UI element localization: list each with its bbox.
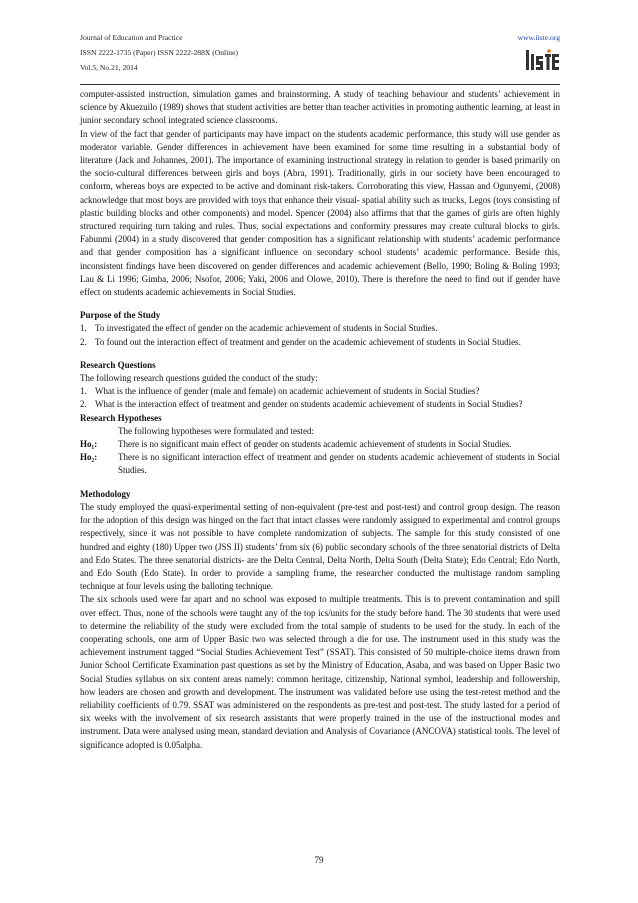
intro-paragraph-2: In view of the fact that gender of participants may have impact on the students academic performance, this study will use gender as moderator variable. Gender differences in achievement have been examined for some time resulting in a substantial body of literature (Jack and Johannes, 2001). The importance of examining instructional strategy in relation to gender is based primarily on the socio-cultural differences between girls and boys (Abra, 1991). Traditionally, girls in our society have been encouraged to conform, whereas boys are expected to be active and dominant risk-takers. Corroborating this view, Hassan and Ogunyemi, (2008) acknowledge that most boys are provided with toys that enhance their visual- spatial ability such as trucks, Legos (toys consisting of plastic building blocks and other components) and model. Spencer (2004) also affirms that that the games of girls are often highly structured requiring turn taking and rules. Thus, social expectations and conformity pressures may create cultural blocks to girls. Fabunmi (2004) in a study discovered that gender composition has a significant relationship with students’ academic performance and that gender composition has a significant influence on secondary school students’ academic performance. Beside this, inconsistent findings have been discovered on gender differences and academic achievement (Bello, 1990; Boling & Boling 1993; Lau & Li 1996; Gimba, 2006; Nsofor, 2006; Yaki, 2006 and Olowe, 2010). There is therefore the need to find out if gender have effect on students academic achievements in Social Studies. (80, 128, 560, 298)
journal-url-link[interactable]: www.iiste.org (517, 33, 560, 42)
purpose-item (80, 322, 560, 335)
hypothesis-item (80, 438, 560, 451)
question-item-text: What is the interaction effect of treatment and gender on students academic achievement of students in Social Studies? (95, 399, 523, 410)
research-questions-heading: Research Questions (80, 359, 156, 370)
methodology-paragraph-1: The study employed the quasi-experimental setting of non-equivalent (pre-test and post-test) and control group design. The reason for the adoption of this design was hinged on the fact that intact classes were randomly assigned to experimental and control groups respectively, since it was not possible to have complete randomization of subjects. The sample for this study consisted of one hundred and eighty (180) Upper two (JSS II) students’ from six (6) public secondary schools of the three senatorial districts of Delta and Edo States. The three senatorial districts- are the Delta Central, Delta North, Delta South (Delta State); Edo Central; Edo North, and Edo South (Edo State). In order to provide a sampling frame, the researcher conducted the multistage random sampling technique at four levels using the balloting technique. (80, 501, 560, 592)
question-item (80, 398, 560, 411)
question-item (80, 385, 560, 398)
issn-line: ISSN 2222-1735 (Paper) ISSN 2222-288X (Online) (80, 48, 238, 57)
purpose-heading: Purpose of the Study (80, 310, 161, 321)
question-item-number: 2. (80, 399, 87, 410)
methodology-heading: Methodology (80, 488, 131, 499)
volume-line: Vol.5, No.21, 2014 (80, 63, 138, 72)
iiste-logo-icon (524, 48, 560, 74)
purpose-item-text: To found out the interaction effect of treatment and gender on the academic achievement of students in Social Studies. (95, 336, 521, 347)
journal-name: Journal of Education and Practice (80, 33, 183, 42)
purpose-item-number: 2. (80, 336, 87, 347)
question-item-number: 1. (80, 386, 87, 397)
hypothesis-label: Ho₁: (80, 439, 98, 450)
hypothesis-label: Ho₂: (80, 452, 98, 463)
header-divider (80, 84, 560, 85)
hypotheses-heading: Research Hypotheses (80, 412, 162, 423)
article-body (80, 88, 560, 752)
research-questions-intro: The following research questions guided the conduct of the study: (80, 373, 318, 384)
purpose-item-text: To investigated the effect of gender on the academic achievement of students in Social Studies. (95, 323, 438, 334)
hypothesis-item (80, 451, 560, 477)
question-item-text: What is the influence of gender (male and female) on academic achievement of students in Social Studies? (95, 386, 480, 397)
hypotheses-intro: The following hypotheses were formulated and tested: (118, 425, 314, 436)
intro-paragraph-1: computer-assisted instruction, simulation games and brainstorming. A study of teaching behaviour and students’ achievement in science by Akuezuilo (1989) shows that student activities are better than teacher activities in promoting authentic learning, at least in junior secondary school integrated science classrooms. (80, 89, 560, 126)
methodology-paragraph-2: The six schools used were far apart and no school was exposed to multiple treatments. This is to prevent contamination and spill over effect. Thus, none of the schools were taught any of the top ics/units for the study before hand. The 30 students that were used to determine the reliability of the study were excluded from the total sample of students to be used for the study. In each of the cooperating schools, one arm of Upper Basic two was selected through a die for use. The instrument used in this study was the achievement instrument tagged “Social Studies Achievement Test” (SSAT). This consisted of 50 multiple-choice items drawn from Junior School Certificate Examination past questions as set by the Ministry of Education, Asaba, and was based on Upper Basic two Social Studies syllabus on six content areas namely: common heritage, citizenship, National symbol, leadership and followership, how leaders are chosen and growth and development. The instrument was validated before use using the test-retest method and the reliability coefficients of 0.79. SSAT was administered on the respondents as pre-test and post-test. The study lasted for a period of six weeks with the involvement of six research assistants that were properly trained in the use of the instructional modes and instrument. Data were analysed using mean, standard deviation and Analysis of Covariance (ANCOVA) statistical tools. The level of significance adopted is 0.05alpha. (80, 594, 560, 750)
page-number: 79 (314, 855, 324, 865)
page-header (80, 30, 560, 80)
hypothesis-text: There is no significant main effect of gender on students academic achievement of students in Social Studies. (118, 439, 512, 450)
purpose-item-number: 1. (80, 323, 87, 334)
purpose-item (80, 336, 560, 349)
hypothesis-text: There is no significant interaction effect of treatment and gender on students academic achievement of students in Social Studies. (118, 452, 560, 476)
